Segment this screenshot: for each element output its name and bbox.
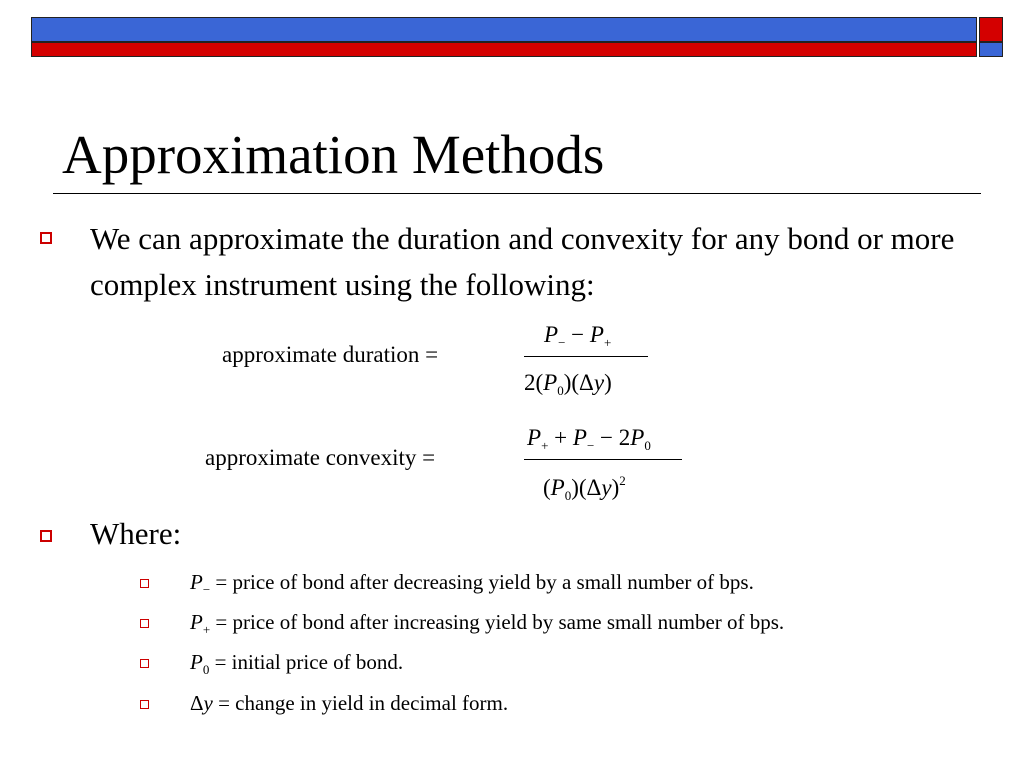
formula-convexity-numerator: $P_+ + P_- - 2P_0$ <box>527 425 651 453</box>
header-corner-blue <box>979 42 1003 57</box>
header-bar-blue <box>31 17 977 42</box>
header-bar-red <box>31 42 977 57</box>
sub-bullet-square-icon <box>140 700 149 709</box>
formula-convexity-lhs <box>205 445 435 471</box>
formula-duration-denominator: $2(P_0)(\Delta y)$ <box>524 370 612 398</box>
sub-bullet-square-icon <box>140 659 149 668</box>
definition-p-plus: $P_+$ = price of bond after increasing yield by same small number of bps. <box>190 610 785 637</box>
bullet-text-intro: We can approximate the duration and convexity for any bond or more complex instrument using the following: <box>90 221 955 302</box>
definition-delta-y: Δy = change in yield in decimal form. <box>190 691 509 715</box>
formula-convexity-equals: = <box>422 445 436 470</box>
bullet-square-icon <box>40 232 52 244</box>
formula-duration-fraction-bar <box>524 356 648 357</box>
definition-p-zero: $P_0$ = initial price of bond. <box>190 650 404 677</box>
formula-duration-label: approximate duration <box>222 342 420 367</box>
formula-duration-lhs <box>222 342 438 368</box>
formula-convexity-denominator: $(P_0)(\Delta y)^2$ <box>543 473 626 503</box>
slide-title: Approximation Methods <box>62 124 605 185</box>
formula-convexity-fraction-bar <box>524 459 682 460</box>
sub-bullet-square-icon <box>140 579 149 588</box>
bullet-text-where: Where: <box>90 516 182 551</box>
formula-convexity-label: approximate convexity <box>205 445 417 470</box>
bullet-square-icon <box>40 530 52 542</box>
definition-p-minus: $P_-$ = price of bond after decreasing yield by a small number of bps. <box>190 570 754 597</box>
sub-bullet-square-icon <box>140 619 149 628</box>
formula-duration-equals: = <box>425 342 439 367</box>
header-corner-red <box>979 17 1003 42</box>
formula-duration-numerator: $P_- - P_+$ <box>544 322 612 350</box>
title-underline <box>53 193 981 194</box>
